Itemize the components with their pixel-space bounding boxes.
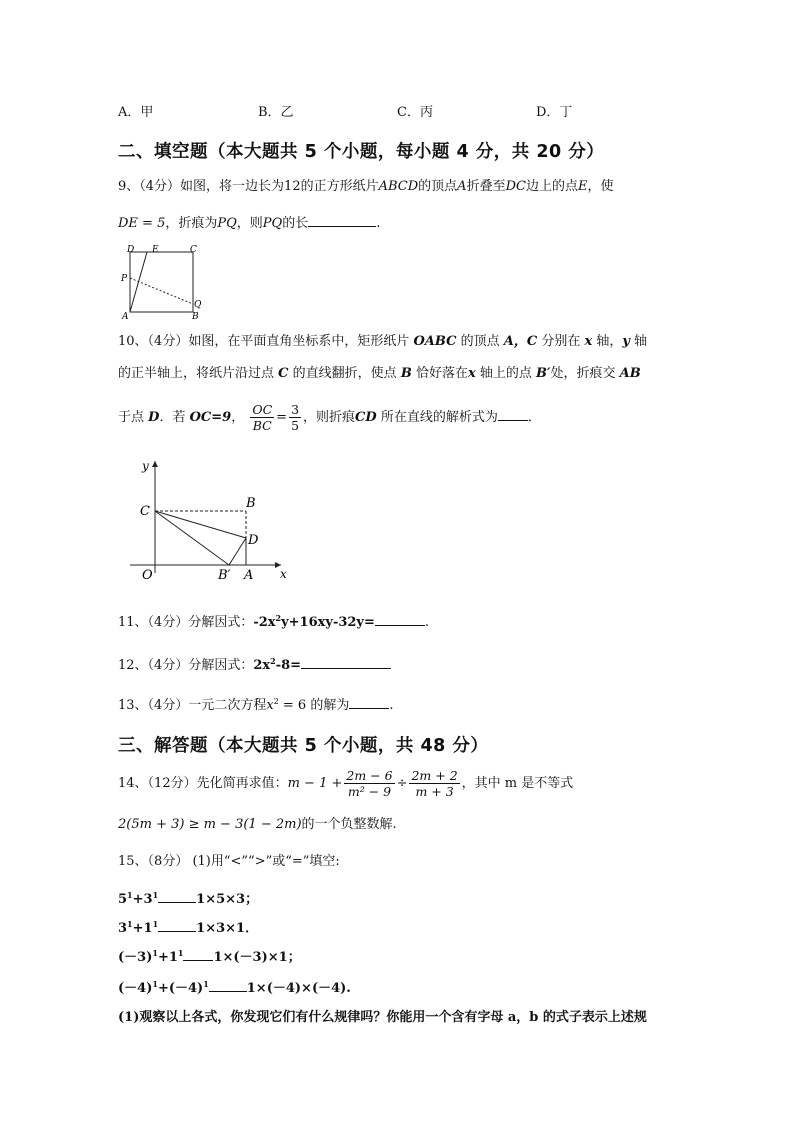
q12-answer-blank[interactable] <box>301 655 391 669</box>
fig9-label-q: Q <box>194 300 202 310</box>
fig10-label-d: D <box>248 533 259 548</box>
fig10-label-o: O <box>142 568 153 583</box>
q10-fraction-oc-bc: $\frac{OC}{BC}$ <box>252 402 273 433</box>
choice-b: B．乙 <box>258 105 294 120</box>
q15-intro: 15、（8分） (1)用“<”“>”或“=”填空: <box>118 854 340 869</box>
q15-blank-1[interactable] <box>158 889 196 903</box>
q15-blank-3[interactable] <box>183 947 213 961</box>
q13: 13、（4分）一元二次方程$x^2 = 6$ 的解为 . <box>118 697 394 713</box>
fig10-label-c: C <box>140 504 150 519</box>
fig9-label-d: D <box>127 245 135 255</box>
q15-row-1: $5^1+3^1$ 1×5×3； <box>118 890 259 907</box>
q9-line1: 9、（4分）如图，将一边长为12的正方形纸片ABCD的顶点A折叠至DC边上的点E，使 <box>118 179 614 194</box>
q10-line2: 的正半轴上，将纸片沿过点 C 的直线翻折，使点 B 恰好落在x 轴上的点 B′处，折痕交 AB <box>118 366 641 381</box>
choice-d: D．丁 <box>536 105 573 120</box>
q14-fraction-1: $\frac{2m - 6}{\text{m² − 9}}$ <box>346 768 393 799</box>
choice-c: C．丙 <box>397 105 433 120</box>
q10-fraction-3-5: $\frac{3}{5}$ <box>291 402 300 433</box>
q10-line1: 10、（4分）如图，在平面直角坐标系中，矩形纸片 OABC 的顶点 A，C 分别在 x 轴，y 轴 <box>118 334 648 349</box>
q12: 12、（4分）分解因式：$2x^2-8=$ <box>118 652 391 675</box>
fig10-label-y: y <box>142 459 149 473</box>
q9-line2: DE = 5，折痕为PQ，则PQ的长 . <box>118 213 380 233</box>
fig9-label-e: E <box>152 245 159 255</box>
q11-answer-blank[interactable] <box>375 612 425 626</box>
q13-answer-blank[interactable] <box>349 695 389 709</box>
q10-figure <box>126 455 296 587</box>
fig10-label-a: A <box>244 568 254 583</box>
q15-row-4: $(-4)^1+(-4)^1$ 1×(－4)×(－4). <box>118 979 351 996</box>
q10-line3: 于点 D．若 OC=9， $\frac{OC}{BC}$ = $\frac{3}{5}$ ，则折痕CD 所在直线的解析式为 ． <box>118 402 541 433</box>
q14-line2: 2(5m + 3) ≥ m − 3(1 − 2m)的一个负整数解. <box>118 817 397 832</box>
choice-a: A．甲 <box>118 105 154 120</box>
section-2-title: 二、填空题（本大题共 5 个小题，每小题 4 分，共 20 分） <box>118 142 605 162</box>
fig9-label-p: P <box>121 274 128 284</box>
fig9-label-a: A <box>122 312 129 322</box>
fig9-label-b: B <box>192 312 199 322</box>
fig10-label-b: B <box>246 496 256 511</box>
q10-answer-blank[interactable] <box>498 407 528 421</box>
fig10-label-bprime: B′ <box>218 568 231 583</box>
q15-part1: (1)观察以上各式，你发现它们有什么规律吗？你能用一个含有字母 a，b 的式子表示上述规 <box>118 1010 647 1025</box>
section-3-title: 三、解答题（本大题共 5 个小题，共 48 分） <box>118 736 489 756</box>
fig9-label-c: C <box>190 245 197 255</box>
q14-fraction-2: $\frac{2m + 2}{m + 3}$ <box>411 768 458 799</box>
q11: 11、（4分）分解因式：$-2x^2y+16xy-32y=$ . <box>118 613 430 630</box>
q14-line1: 14、（12分）先化简再求值：m − 1 + $\frac{2m - 6}{\text{m² − 9}}$ ÷ $\frac{2m + 2}{m + 3}$ ，其中 m 是不等式 <box>118 768 574 799</box>
q15-row-2: $3^1+1^1$ 1×3×1． <box>118 919 259 936</box>
fig10-label-x: x <box>280 567 287 581</box>
q9-figure <box>116 240 206 322</box>
q9-answer-blank[interactable] <box>308 213 376 227</box>
q15-blank-2[interactable] <box>158 918 196 932</box>
q15-row-3: $(-3)^1+1^1$ 1×(－3)×1； <box>118 948 301 965</box>
q15-blank-4[interactable] <box>209 978 247 992</box>
